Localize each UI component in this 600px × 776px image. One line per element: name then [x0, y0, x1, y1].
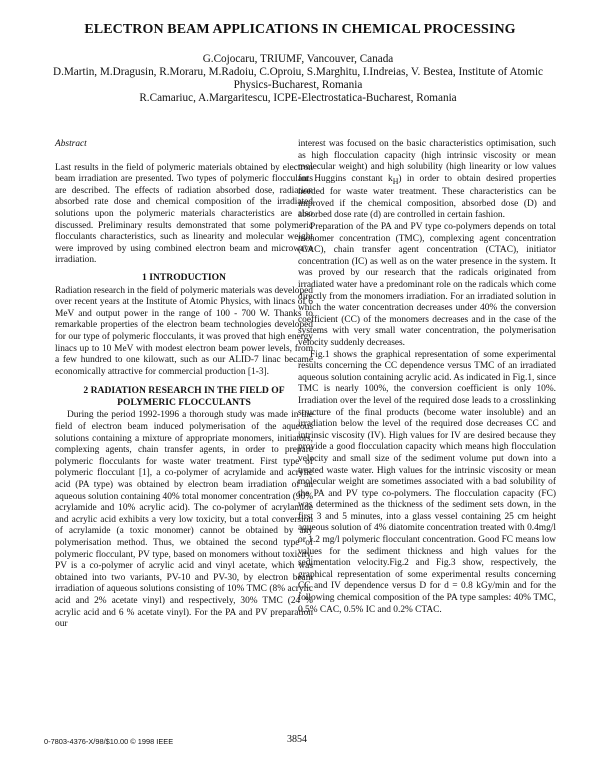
author-line: D.Martin, M.Dragusin, R.Moraru, M.Radoiu, C.Oproiu, S.Marghitu, I.Indreias, V. Bestea, Institute of Atomic Physics-Bucharest, Romania: [52, 66, 544, 91]
paper-title: ELECTRON BEAM APPLICATIONS IN CHEMICAL PROCESSING: [84, 22, 516, 37]
section-heading-line: 2 RADIATION RESEARCH IN THE FIELD OF: [83, 385, 285, 397]
paragraph-preparation: Preparation of the PA and PV type co-polymers depends on total monomer concentration (TMC), complexing agent concentration (CAC), chain transfer agent concentration (CTAC), initiator concentration (IC) as well as on the water presence in the system. It was proved by our research that the radicals originated from irradiated water have a predominant role on the radicals which come directly from the monomers irradiation. For an irradiated solution in which the water concentration decreases under 40% the conversion coefficient (CC) of the monomers decreases and in the case of the systems with very small water concentration, the polymerisation velocity suddenly decreases.: [298, 222, 556, 348]
paragraph-optimisation: [298, 139, 556, 222]
author-line: G.Cojocaru, TRIUMF, Vancouver, Canada: [202, 53, 394, 65]
section-heading-radiation-research: [55, 385, 313, 408]
copyright-notice: 0-7803-4376-X/98/$10.00 © 1998 IEEE: [44, 737, 174, 746]
section-heading-introduction: 1 INTRODUCTION: [142, 271, 226, 283]
text-span: ) in order to obtain desired properties needed for waste water treatment. These characteristics can be improved if the chemical composition, absorbed dose (D) and absorbed dose rate (d) are controlled in certain fashion.: [298, 173, 556, 221]
introduction-text: Radiation research in the field of polymeric materials was developed over recent years at the Institute of Atomic Physics, with linacs of 6 MeV and output power in the range of 100 - 700 W. Thanks to remarkable properties of the electron beam technologies developed for our type of polymeric flocculants, it was proved that high energy linacs up to 10 MeV with modest electron beam power levels, from a few hundred to one kilowatt, such as our ALID-7 linac became economically attractive for commercial production [1-3].: [55, 285, 313, 377]
section-heading-line: POLYMERIC FLOCCULANTS: [117, 396, 251, 408]
radiation-research-text: During the period 1992-1996 a thorough study was made in the field of electron beam induced polymerisation of the aqueous solutions containing a mixture of appropriate monomers, initiators, complexing agents, chain transfer agents, in order to prepare polymeric flocculants for waste water treatment. First type of polymeric flocculant [1], a co-polymer of acrylamide and acrylic acid (PA type) was obtained by electron beam irradiation of an aqueous solution containing 40% total monomer concentration (90% acrylamide and 10% acrylic acid). The co-polymer of acrylamide and acrylic acid exhibits a very low toxicity, but a total conversion of acrylamide (a toxic monomer) cannot be obtained by any polymerisation method. Thus, we obtained the second type of polymeric flocculant, PV type, based on monomers without toxicity. PV is a co-polymer of acrylic acid and vinyl acetate, which was obtained into two variants, PV-10 and PV-30, by electron beam irradiation of aqueous solutions consisting of 10% TMC (8% acrylic acid and 2% acetate vinyl) and respectively, 30% TMC (24 % acrylic acid and 6 % acetate vinyl). For the PA and PV preparation our: [55, 410, 314, 630]
left-column: [55, 139, 313, 631]
subscript: H: [392, 176, 399, 186]
abstract-text: Last results in the field of polymeric materials obtained by electron beam irradiation are presented. Two types of polymeric flocculants are described. The effects of radiation absorbed dose, radiation absorbed rate dose and chemical composition of the irradiated solutions upon the polymeric materials characteristics are also discussed. Preliminary results demonstrated that some polymeric flocculants characteristics, such as linearity and molecular weight were improved by using combined electron beam and microwave irradiation.: [55, 162, 313, 266]
author-line: R.Camariuc, A.Margaritescu, ICPE-Electrostatica-Bucharest, Romania: [139, 92, 457, 104]
paragraph-fig1: Fig.1 shows the graphical representation of some experimental results concerning the CC dependence versus TMC of an irradiated aqueous solution containing acrylic acid. As indicated in Fig.1, since TMC is nearly 100%, the conversion coefficient is only 10%. Irradiation over the level of the required dose leads to a crosslinking structure of the final products (become water insoluble) and an irradiation below the level of the required dose decreases CC and intrinsic viscosity (IV). High values for IV are desired because they provide a good flocculation capacity which means high flocculation velocity and small size of the sediment volume put down into a treated waste water. High values for the intrinsic viscosity or mean molecular weight are sometimes associated with a bad solubility of the PA and PV type co-polymers. The flocculation capacity (FC) was determined as the thickness of the sediment sets down, in the first 3 and 5 minutes, into a glass vessel containing 25 cm height aqueous solution of 4% diatomite concentration treated with 0.4mg/l or 1.2 mg/l polymeric flocculant concentration. Good FC means low values for the sediment thickness and high values for the sedimentation velocity.Fig.2 and Fig.3 show, respectively, the graphical representation of some experimental results concerning CC and IV dependence versus D for d = 0.8 kGy/min and for the following chemical composition of the PA type samples: 40% TMC, 0.5% CAC, 0.5% IC and 0.2% CTAC.: [298, 349, 556, 615]
right-column: [298, 139, 556, 616]
author-block: [48, 53, 548, 105]
text-span: interest was focused on the basic characteristics optimisation, such as high flocculation capacity (high intrinsic viscosity or mean molecular weight) and high solubility (high linearity or low values for Huggins constant k: [298, 139, 556, 184]
page-number: 3854: [287, 734, 307, 745]
abstract-heading: Abstract: [55, 139, 87, 149]
